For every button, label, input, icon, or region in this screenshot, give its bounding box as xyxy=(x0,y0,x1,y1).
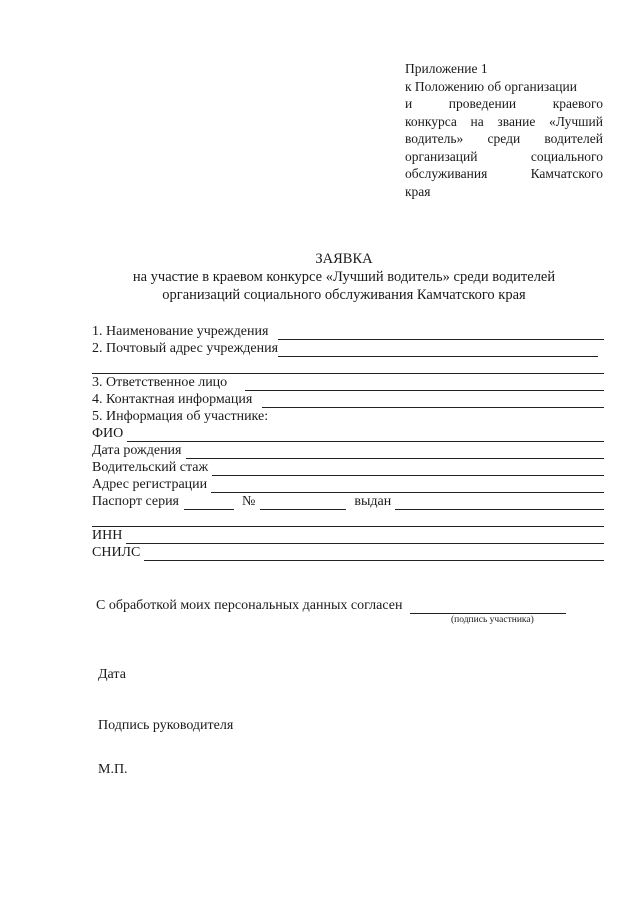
document-subtitle: организаций социального обслуживания Камчатского края xyxy=(162,287,526,303)
passport-number-label: № xyxy=(242,494,256,509)
driving-experience-row xyxy=(92,459,604,476)
birth-date-field[interactable] xyxy=(186,445,605,459)
responsible-person-label: 3. Ответственное лицо xyxy=(92,375,228,390)
snils-field[interactable] xyxy=(144,547,604,561)
appendix-line: водитель» среди водителей xyxy=(405,131,603,146)
full-name-row xyxy=(92,425,604,442)
passport-number-field[interactable] xyxy=(260,496,346,510)
inn-row xyxy=(92,527,604,544)
contact-info-row xyxy=(92,391,604,408)
registration-address-row xyxy=(92,476,604,493)
postal-address-continuation-row xyxy=(92,357,604,374)
driving-experience-field[interactable] xyxy=(212,462,604,476)
document-subtitle: на участие в краевом конкурсе «Лучший водитель» среди водителей xyxy=(132,269,556,285)
appendix-block xyxy=(405,60,603,200)
participant-signature-field[interactable] xyxy=(410,600,566,614)
institution-name-field[interactable] xyxy=(278,326,604,340)
postal-address-label: 2. Почтовый адрес учреждения xyxy=(92,341,279,356)
appendix-line: обслуживания Камчатского xyxy=(405,166,603,181)
issued-by-label: выдан xyxy=(354,494,392,509)
birth-date-label: Дата рождения xyxy=(92,443,182,458)
consent-text: С обработкой моих персональных данных согласен xyxy=(96,598,403,613)
contact-info-label: 4. Контактная информация xyxy=(92,392,253,407)
signature-caption: (подпись участника) xyxy=(451,615,534,625)
responsible-person-field[interactable] xyxy=(245,377,604,391)
passport-series-field[interactable] xyxy=(184,496,234,510)
full-name-label: ФИО xyxy=(92,426,124,441)
consent-row xyxy=(96,598,596,614)
passport-continuation-row xyxy=(92,510,604,527)
participant-info-label: 5. Информация об участнике: xyxy=(92,409,269,424)
seal-label: М.П. xyxy=(98,762,128,777)
passport-series-label: Паспорт серия xyxy=(92,494,179,509)
postal-address-continuation-field[interactable] xyxy=(92,360,604,374)
full-name-field[interactable] xyxy=(127,428,604,442)
snils-label: СНИЛС xyxy=(92,545,141,560)
registration-address-field[interactable] xyxy=(211,479,604,493)
document-title: ЗАЯВКА xyxy=(315,251,373,267)
appendix-line: и проведении краевого xyxy=(405,96,603,111)
participant-info-row xyxy=(92,408,604,425)
head-signature-label: Подпись руководителя xyxy=(98,718,234,733)
postal-address-field[interactable] xyxy=(278,343,598,357)
appendix-number: Приложение 1 xyxy=(405,61,488,76)
appendix-line: конкурса на звание «Лучший xyxy=(405,113,603,129)
driving-experience-label: Водительский стаж xyxy=(92,460,209,475)
appendix-line: организаций социального xyxy=(405,148,603,164)
appendix-line: к Положению об организации xyxy=(405,78,577,94)
postal-address-row xyxy=(92,340,604,357)
inn-field[interactable] xyxy=(126,530,604,544)
passport-row xyxy=(92,493,604,510)
contact-info-field[interactable] xyxy=(262,394,604,408)
document-header xyxy=(80,250,608,304)
appendix-line: края xyxy=(405,183,431,199)
passport-continuation-field[interactable] xyxy=(92,513,604,527)
birth-date-row xyxy=(92,442,604,459)
snils-row xyxy=(92,544,604,561)
application-form xyxy=(92,323,604,561)
date-label: Дата xyxy=(98,667,126,682)
registration-address-label: Адрес регистрации xyxy=(92,477,208,492)
responsible-person-row xyxy=(92,374,604,391)
institution-name-row xyxy=(92,323,604,340)
institution-name-label: 1. Наименование учреждения xyxy=(92,324,269,339)
inn-label: ИНН xyxy=(92,528,123,543)
issued-by-field[interactable] xyxy=(395,496,604,510)
